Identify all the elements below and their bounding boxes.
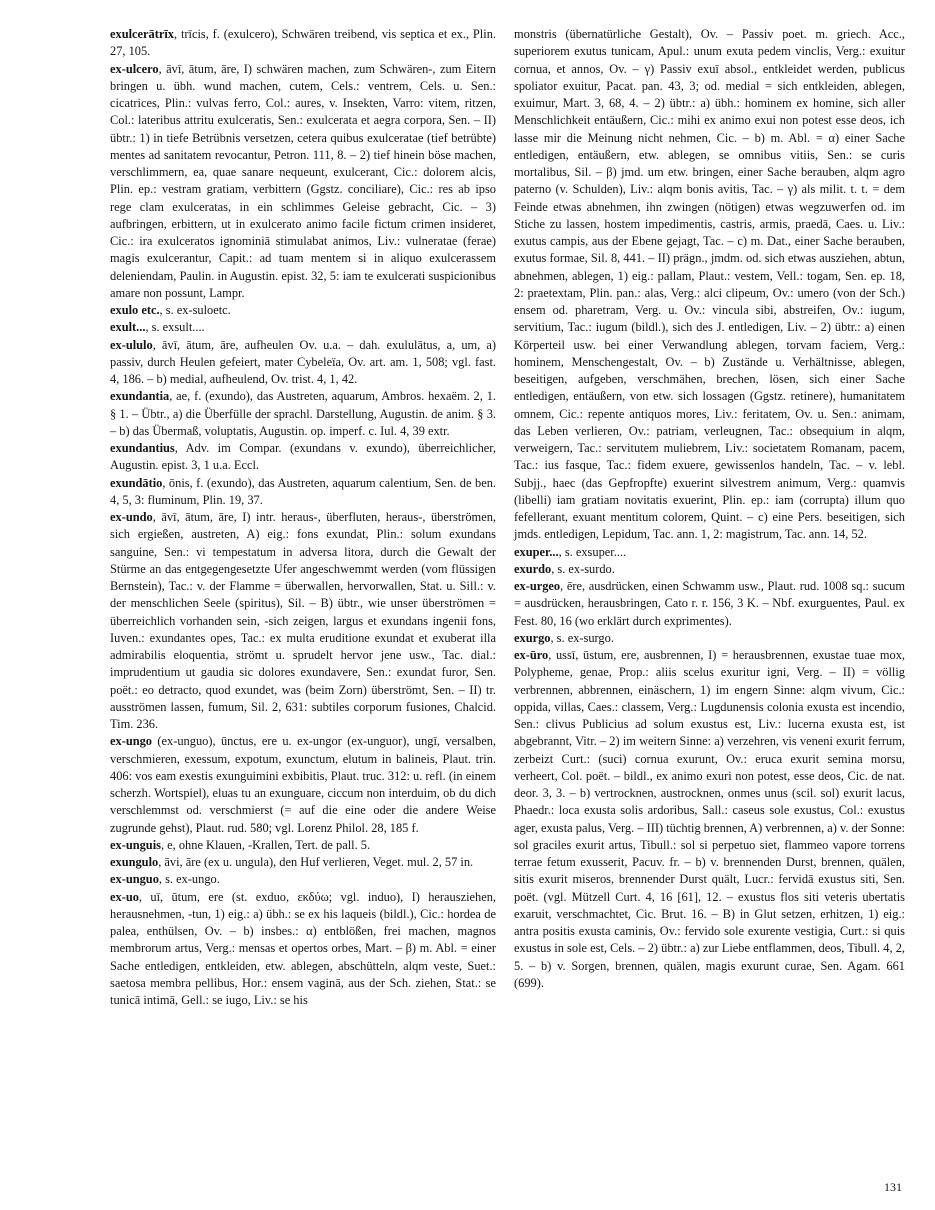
headword: exundātio <box>110 475 163 490</box>
dictionary-entry <box>110 440 496 475</box>
headword: ex-ululo <box>110 337 153 352</box>
dictionary-entry <box>110 509 496 733</box>
entry-body: , s. ex-surdo. <box>551 561 615 576</box>
dictionary-entry <box>514 544 905 561</box>
headword: exurdo <box>514 561 552 576</box>
dictionary-entry <box>110 854 496 871</box>
headword: ex-uo <box>110 889 139 904</box>
dictionary-entry <box>110 889 496 1010</box>
right-column <box>514 26 905 992</box>
entry-body: , Adv. im Compar. (exundans v. exundo), überreichlicher, Augustin. epist. 3, 1 u.a. Eccl. <box>110 441 496 473</box>
headword: ex-unguis <box>110 837 161 852</box>
headword: ex-ungo <box>110 734 152 749</box>
headword: ex-unguo <box>110 872 159 887</box>
entry-body: , ae, f. (exundo), das Austreten, aquarum, Ambros. hexaëm. 2, 1. § 1. – Übtr., a) die Überfülle der sprachl. Darstellung, Augustin. de anim. § 3. – b) das Übermaß, voluptatis, Augustin. op. imperf. c. Iul. 4, 39 extr. <box>110 389 496 438</box>
entry-body: , s. exsuper.... <box>558 544 627 559</box>
entry-body: , e, ohne Klauen, -Krallen, Tert. de pall. 5. <box>160 837 371 852</box>
dictionary-entry <box>110 388 496 440</box>
headword: exundantius <box>110 441 175 455</box>
headword: ex-ūro <box>514 648 549 662</box>
dictionary-entry <box>110 733 496 837</box>
dictionary-entry <box>110 337 496 389</box>
entry-body: , āvī, ātum, āre, aufheulen Ov. u.a. – dah. exululātus, a, um, a) passiv, durch Heulen gefeiert, mater Cybeleïa, Ov. art. am. 1, 508; vgl. fast. 4, 186. – b) medial, aufheulend, Ov. trist. 4, 1, 42. <box>110 337 496 386</box>
entry-body: monstris (übernatürliche Gestalt), Ov. – Passiv poet. m. griech. Acc., superiorem exutus tunicam, Apul.: unum exuta pedem vinclis, Verg.: exuitur cornua, et annos, Ov. – γ) Passiv exuī absol., entkleidet werden, publicus spoliator exuitur, Pacat. pan. 43, 3; od. medial = sich entkleiden, ablegen, exuimur, Mart. 3, 68, 4. – 2) übtr.: a) übh.: hominem ex homine, sich aller Menschlichkeit entäußern, Cic.: mihi ex animo exui non potest esse deos, ich lasse mir die Meinung nicht nehmen, Cic. – b) m. Abl. = α) einer Sache entledigen, entäußern, etw. ablegen, se omnibus vitiis, Sen.: se curis mortalibus, Sil. – β) jmd. um etw. bringen, einer Sache berauben, alqm agro paterno (v. Schulden), Liv.: alqm bonis avitis, Tac. – γ) als milit. t. t. = dem Feinde etwas abnehmen, ihn zwingen (nötigen) etwas wegzuwerfen od. im Stiche zu lassen, hostem impedimentis, castris, armis, praedā, Caes. u. Liv.: exutus campis, aus der Ebene gejagt, Tac. – c) m. Dat., einer Sache berauben, exutus formae, Sil. 8, 441. – II) prägn., jmdm. od. sich etwas ausziehen, abtun, abnehmen, ablegen, 1) eig.: pallam, Plaut.: vestem, Vell.: togam, Sen. ep. 18, 2: praetextam, Plin. pan.: alas, Verg.: alci clipeum, Ov.: umero (von der Sch.) ensem od. pharetram, Verg. u. Ov.: vincula sibi, abstreifen, Ov.: iugum, servitium, Tac.: iugum (bildl.), sich des J. entledigen, Liv. – 2) übtr.: a) einen Körperteil usw. bei einer Verwandlung ablegen, torvam faciem, Verg.: hominem, Menschengestalt, Ov. – b) Zustände u. Verhältnisse, ablegen, beseitigen, aufgeben, verschmähen, brechen, lösen, sich einer Sache entledigen, entäußern, von etw. sich lossagen (Ggstz. retinere), humanitatem omnem, Cic.: repente antiquos mores, Liv.: feritatem, Ov. u. Sen.: animam, das Leben verlieren, Ov.: patriam, verleugnen, Tac.: obsequium in alqm, verweigern, Tac.: servitutem muliebrem, Liv.: societatem Romanam, pacem, Tac.: ius fasque, Tac.: fidem exuere, gewissenlos handeln, Tac. – v. lebl. Subjj., haec (das Gepfropfte) exuerint silvestrem animum, Verg.: quamvis (libelli) iam gratiam novitatis exuerint, Plin. ep.: iam (corrupta) illum quo fefellerant, exuant mentitum colorem, Quint. – c) eine Pers. beseitigen, sich jmds. entledigen, Lepidum, Tac. ann. 1, 2: magistrum, Tac. ann. 14, 52. <box>514 27 905 542</box>
headword: exuper... <box>514 544 559 559</box>
entry-body: , ōnis, f. (exundo), das Austreten, aquarum calentium, Sen. de ben. 4, 5, 3: fluminum, Plin. 19, 37. <box>110 475 496 507</box>
dictionary-entry <box>110 837 496 854</box>
entry-body: , āvī, ātum, āre, I) intr. heraus-, überfluten, heraus-, überströmen, sich ergießen, austreten, A) eig.: fons exundat, Plin.: solum exundans sanguine, Sen.: vi tempestatum in adversa litora, durch die Gewalt der Stürme an das entgegengesetzte Ufer angeschwemmt werden (vom flüssigen Bernstein), Tac.: v. der Flamme = überwallen, hervorwallen, Stat. u. Sill.: v. der menschlichen Seele (spiritus), Sil. – B) übtr., wie unser überströmen = überreichlich vorhanden sein, -sich zeigen, largus et exundans ingenii fons, Iuven.: exundantes opes, Tac.: ex multa eruditione exundat et exuberat illa admirabilis eloquentia, strömt u. sprudelt hervor jene usw., Tac. dial.: imprudentium ut gaudia sic dolores exundavere, Sen.: exundat furor, Sen. poët.: eo detracto, quod exundet, was (beim Zorn) überströmt, Sen. – II) tr. ausströmen lassen, fumum, Sil. 2, 631: subtiles corporum fusiones, Chalcid. Tim. 236. <box>110 510 496 731</box>
headword: exult... <box>110 320 146 335</box>
entry-body: , s. ex-ungo. <box>158 872 220 887</box>
dictionary-entry <box>110 302 496 319</box>
entry-body: , ussī, ūstum, ere, ausbrennen, I) = herausbrennen, exustae tuae mox, Polypheme, genae, Prop.: aliis scelus exuritur igni, Verg. – II) = völlig verbrennen, abbrennen, einäschern, 1) im engern Sinne: alqm vivum, Cic.: oppida, villas, Caes.: classem, Verg.: Lugdunensis colonia exusta est incendio, Sen.: clivus Publicius ad solum exustus est, Liv.: lucerna exusta est, ist abgebrannt, Vitr. – 2) im weitern Sinne: a) verzehren, vis veneni exurit ferrum, zerbeizt Curt.: (suci) cornua exurunt, Ov.: eruca exurit semina morsu, verheert, Col. poët. – bildl., ex animo exuri non potest, esse deos, Cic. de nat. deor. 3, 3. – b) vertrocknen, austrocknen, onmes unus (scil. sol) exurit lacus, Phaedr.: loca exusta solis ardoribus, Sall.: caseus sole exustus, Col.: exustus ager, exusta palus, Verg. – III) tüchtig brennen, A) verbrennen, a) v. der Sonne: sol graciles exurit artus, Tibull.: sol si perpetuo siet, flammeo vapore torrens terrae fetum exusserit, Pacuv. fr. – b) v. brennenden Durst, brennen, quälen, sitis exurit miseros, brennender Durst quält, Lucr.: fervidā exustus siti, Sen. poët. (vgl. Mützell Curt. 4, 16 [61], 12. – exustus flos siti veteris ubertatis exaruit, verschmachtet, Cic. Brut. 16. – B) in Glut setzen, erhitzen, 1) eig.: antra positis exusta caminis, Ov.: fervido sole exurente vestigia, Curt.: si quis exustus in sole est, Cels. – 2) übtr.: a) zur Liebe entflammen, deos, Tibull. 4, 2, 5. – b) v. Sorgen, brennen, quälen, magis exurunt curae, Sen. Agam. 661 (699). <box>514 648 905 990</box>
entry-body: , āvi, āre (ex u. ungula), den Huf verlieren, Veget. mul. 2, 57 in. <box>158 855 474 869</box>
dictionary-entry <box>514 630 905 647</box>
dictionary-entry <box>514 561 905 578</box>
dictionary-entry <box>110 871 496 888</box>
dictionary-entry <box>110 319 496 336</box>
dictionary-entry <box>514 647 905 992</box>
headword: exulo etc. <box>110 303 160 317</box>
entry-body: , ēre, ausdrücken, einen Schwamm usw., Plaut. rud. 1008 sq.: sucum = ausdrücken, herausbringen, Cato r. r. 156, 3 K. – Nbf. exurguentes, Paul. ex Fest. 80, 16 (wo erklärt durch exprimentes). <box>514 579 905 628</box>
entry-body: , s. exsult.... <box>145 320 205 335</box>
headword: exulcerātrīx <box>110 27 174 41</box>
entry-body: (ex-unguo), ūnctus, ere u. ex-ungor (ex-unguor), ungī, versalben, verschmieren, exessum, expotum, exunctum, elutum in balineis, Plaut. trin. 406: vos eam exestis exunguimini exbibitis, Plaut. truc. 312: u. refl. (in einem scherzh. Wortspiel), eluas tu an exunguare, ciccum non interduim, ob du dich verschlemmst od. verschmierst (= auf die eine oder die andere Weise zugrunde gehst), Plaut. rud. 580; vgl. Lorenz Philol. 28, 185 f. <box>110 734 496 835</box>
entry-body: , s. ex-suloetc. <box>159 303 231 317</box>
entry-body: , uī, ūtum, ere (st. exduo, εκδύω; vgl. induo), I) herausziehen, herausnehmen, -tun, 1) eig.: a) übh.: se ex his laqueis (bildl.), Cic.: hordea de palea, enthülsen, Ov. – b) insbes.: α) entblößen, frei machen, magnos membrorum artus, Verg.: mensas et opertos orbes, Mart. – β) m. Abl. = einer Sache entledigen, entkleiden, etw. ablegen, abschütteln, alqm veste, Suet.: saetosa membra pellibus, Hor.: ensem vaginā, aus der Sch. ziehen, Stat.: se tunicā intimā, Gell.: se iugo, Liv.: se his <box>110 889 496 1007</box>
entry-body: , s. ex-surgo. <box>550 630 614 645</box>
dictionary-entry <box>110 26 496 61</box>
headword: exungulo <box>110 855 159 869</box>
headword: ex-ulcero <box>110 61 159 76</box>
headword: ex-urgeo <box>514 579 561 593</box>
entry-body: , trīcis, f. (exulcero), Schwären treibend, vis septica et ex., Plin. 27, 105. <box>110 27 496 59</box>
page-number: 131 <box>884 1180 902 1194</box>
dictionary-entry <box>110 475 496 510</box>
entry-body: , āvī, ātum, āre, I) schwären machen, zum Schwären-, zum Eitern bringen u. übh. wund machen, cutem, Cels.: ventrem, Cels. u. Sen.: cicatrices, Plin.: vulvas ferro, Col.: aures, v. Insekten, Varro: vitem, ritzen, Col.: lateribus attritu exulceratis, Sen.: exulcerata et aegra corpora, Sen. – II) übtr.: 1) in tiefe Betrübnis versetzen, cetera quibus exulceratae (tief betrübte) mentes ad sanitatem revocantur, Petron. 111, 8. – 2) tief hinein böse machen, verschlimmern, ea, quae sanare nequeunt, exulcerant, Cic.: dolorem alcis, Plin. ep.: vestram gratiam, verbittern (Ggstz. conciliare), Cic.: res ab ipso rege clam exulceratas, in ein schlimmes Geleise gebracht, Cic. – 3) aufbringen, erbittern, ut in exulcerato animo facile fictum crimen insideret, Cic.: ira exulceratos ignominiā stimulabat animos, Liv.: vulneratae (ferae) magis exulcerantur, Capit.: ad tuam mentem si in aliquo exulcerassem deleniendam, Paulin. in Augustin. epist. 32, 5: iam te exulcerati suspicionibus amare non possunt, Lampr. <box>110 61 496 300</box>
headword: exurgo <box>514 630 551 645</box>
dictionary-entry <box>514 26 905 544</box>
left-column <box>110 26 496 1009</box>
headword: exundantia <box>110 389 170 404</box>
dictionary-entry <box>514 578 905 630</box>
headword: ex-undo <box>110 510 153 524</box>
dictionary-entry <box>110 61 496 303</box>
